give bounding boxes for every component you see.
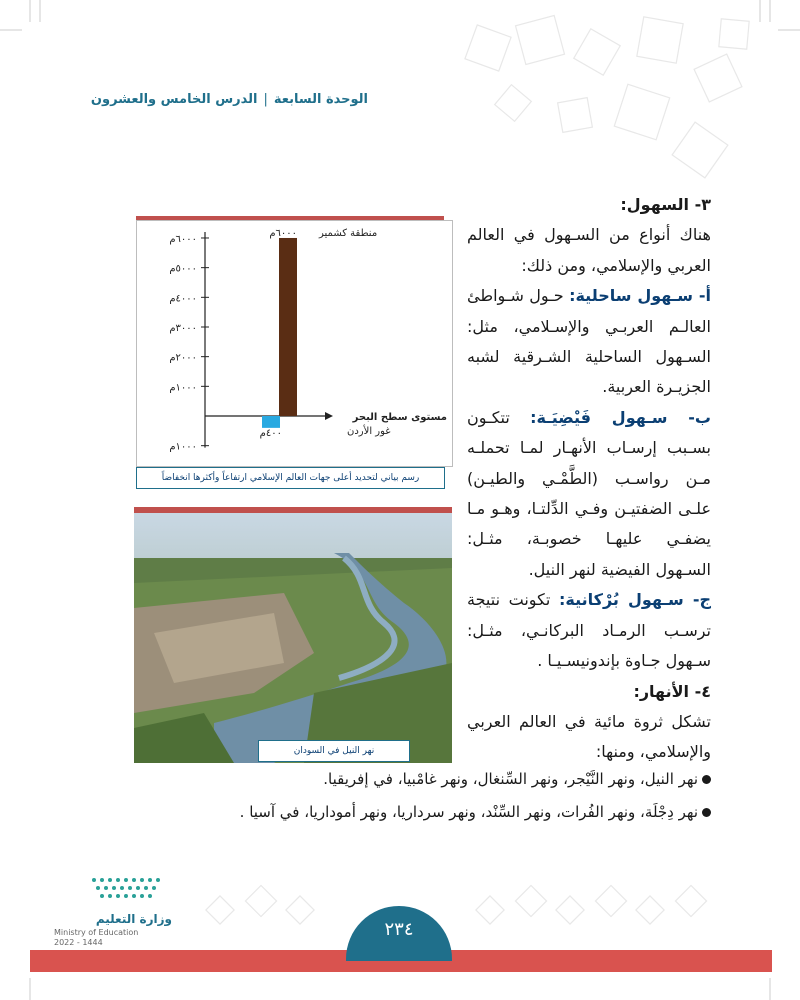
bar-value-jordan-valley: ٤٠٠م <box>259 428 282 439</box>
photo-caption: نهر النيل في السودان <box>258 740 410 762</box>
list-item <box>195 763 711 796</box>
coastal-plains-label: أ- سـهول ساحلية: <box>569 286 711 306</box>
section-plains-title: ٣- السهول: <box>620 195 711 214</box>
elevation-chart <box>136 220 453 467</box>
flood-plains-text: تتكـون بسـبب إرسـاب الأنهـار لمـا تحملـه مـن رواسـب (الطَّمْـي والطيـن) علـى الضفتيـن وفـي الدِّلتـا، وهـو مـا يضفـي عليهـا خصوبـة، مثـل: السـهول الفيضية لنهر النيل. <box>467 407 711 579</box>
chart-svg <box>137 221 452 466</box>
volcanic-plains-text: تكونت نتيجة ترسـب الرمـاد البركانـي، مثـل: سـهول جـاوة بإندونيسـيـا . <box>467 590 711 671</box>
bar-kashmir <box>279 238 297 416</box>
bar-value-kashmir: ٦٠٠٠م <box>269 227 297 239</box>
rivers-list <box>195 763 711 829</box>
list-item <box>195 796 711 829</box>
page-header <box>91 92 368 107</box>
baseline-label: مستوى سطح البحر <box>352 412 447 423</box>
bar-label-jordan-valley: غور الأردن <box>347 426 391 437</box>
section-rivers-title: ٤- الأنهار: <box>633 681 711 701</box>
axis-arrow-icon <box>325 412 333 420</box>
ministry-logo <box>52 872 172 952</box>
logo-dots-icon <box>52 872 172 912</box>
coastal-plains-paragraph <box>467 281 711 403</box>
volcanic-plains-label: ج- سـهول بُرْكانية: <box>559 590 712 610</box>
list-item-text: نهر النيل، ونهر النَّيْجر، ونهر السِّنغال، ونهر غامْبيا، في إفريقيا. <box>323 770 698 788</box>
bullet-icon <box>702 775 711 784</box>
y-tick-label: ٦٠٠٠م <box>169 233 197 245</box>
list-item-text: نهر دِجْلَة، ونهر الفُرات، ونهر السِّنْد، ونهر سرداريا، ونهر أموداريا، في آسيا . <box>239 803 698 821</box>
flood-plains-label: ب- سـهول فَيْضِيَـة: <box>530 407 711 427</box>
bar-jordan-valley <box>262 416 280 428</box>
chart-caption: رسم بياني لتحديد أعلى جهات العالم الإسلامي ارتفاعاً وأكثرها انخفاضاً <box>136 467 445 489</box>
coastal-plains-text: حـول شـواطئ العالـم العربـي والإسـلامي، مثل: السـهول الساحلية الشـرقية لشبه الجزيـرة العربية. <box>467 286 711 397</box>
lesson-title: الدرس الخامس والعشرون <box>90 92 258 107</box>
bullet-icon <box>702 808 711 817</box>
header-separator: | <box>263 92 268 107</box>
logo-year: 2022 - 1444 <box>54 938 103 947</box>
logo-english: Ministry of Education <box>54 928 139 937</box>
flood-plains-paragraph <box>467 403 711 585</box>
y-tick-label: ٥٠٠٠م <box>169 263 197 275</box>
logo-arabic: وزارة التعليم <box>95 912 172 926</box>
y-tick-label: ٣٠٠٠م <box>169 322 197 334</box>
y-tick-label: ٢٠٠٠م <box>169 352 197 364</box>
section-plains-intro: هناك أنواع من السـهول في العالم العربي والإسلامي، ومن ذلك: <box>467 225 711 275</box>
nile-photo <box>134 513 452 763</box>
bar-label-kashmir: منطقة كشمير <box>319 227 378 239</box>
volcanic-plains-paragraph <box>467 585 711 676</box>
y-tick-label: ٤٠٠٠م <box>169 293 197 305</box>
y-tick-label: ١٠٠٠م <box>169 441 197 453</box>
page-number: ٢٣٤ <box>346 906 452 961</box>
main-text <box>467 190 711 768</box>
y-tick-label: ١٠٠٠م <box>169 382 197 394</box>
unit-title: الوحدة السابعة <box>273 92 368 107</box>
section-rivers-intro: تشكل ثروة مائية في العالم العربي والإسلامي، ومنها: <box>467 711 711 762</box>
